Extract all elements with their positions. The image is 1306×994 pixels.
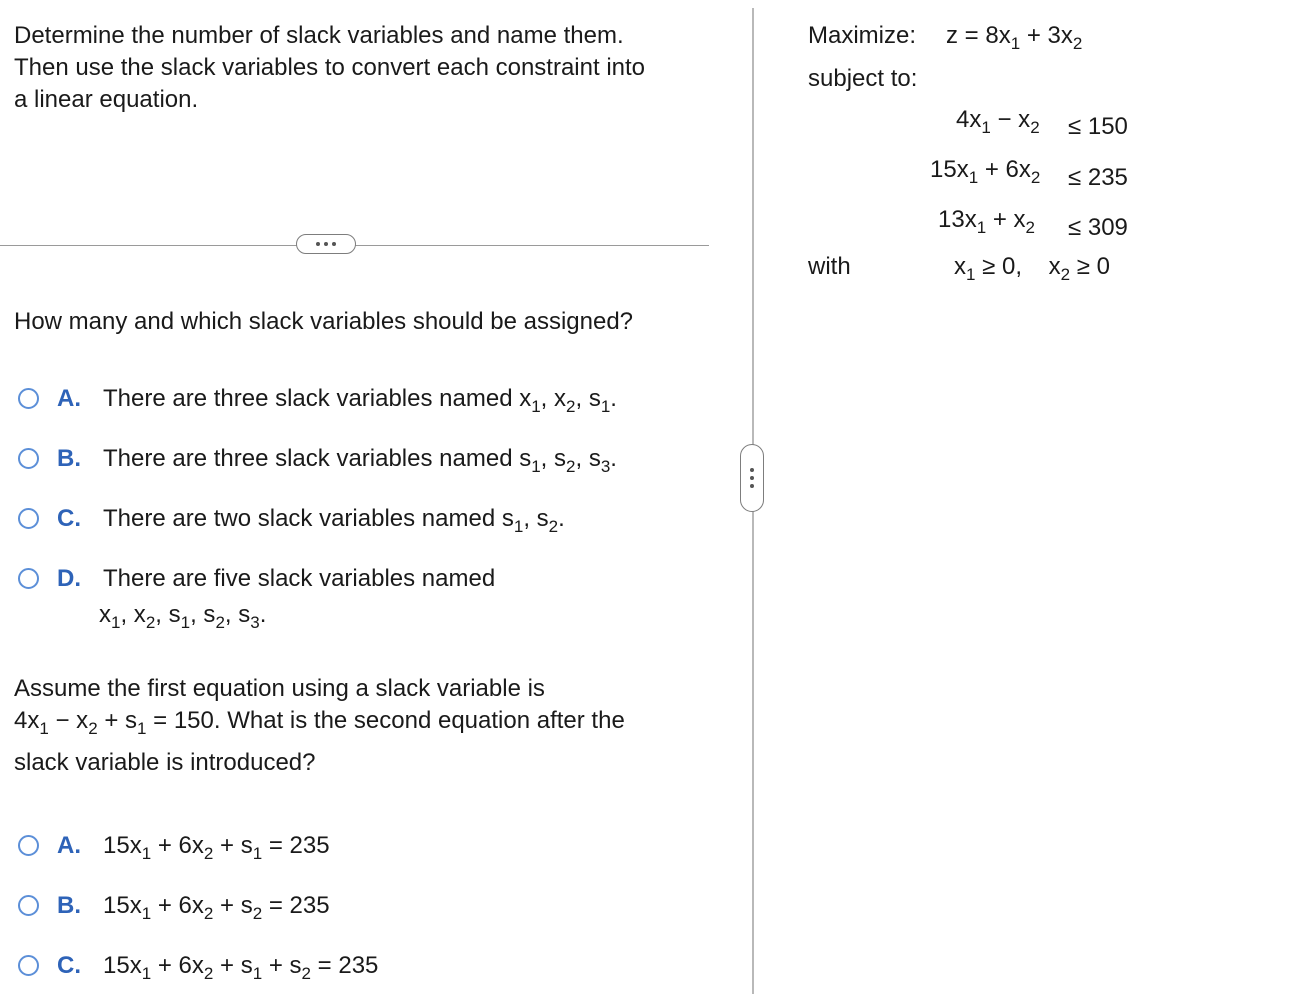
instruction-line: Then use the slack variables to convert each constraint into [14, 54, 646, 81]
objective-function: $z = 8x_1 + 3x_2$ [946, 22, 1083, 53]
q1-option-d[interactable] [18, 565, 496, 632]
instruction-line: a linear equation. [14, 86, 199, 113]
constraint-3-rhs: ≤ 309 [1068, 214, 1128, 241]
q1-option-c[interactable] [18, 505, 565, 536]
radio-button[interactable] [18, 388, 39, 409]
dot-icon [332, 242, 336, 246]
constraint-1-rhs: ≤ 150 [1068, 113, 1128, 140]
q2-option-c[interactable] [18, 952, 379, 983]
option-letter: C. [57, 505, 81, 532]
option-text: There are three slack variables named $x_1$, $x_2$, $s_1$. [103, 385, 617, 416]
nonnegativity-constraints: $x_1 \ge 0$, $x_2 \ge 0$ [954, 253, 1110, 284]
option-letter: C. [57, 952, 81, 979]
question-2-line: slack variable is introduced? [14, 749, 316, 776]
constraint-2-lhs: $15x_1 + 6x_2$ [930, 156, 1041, 187]
dot-icon [316, 242, 320, 246]
q1-option-b[interactable] [18, 445, 617, 476]
option-equation: $15x_1 + 6x_2 + s_1 = 235$ [103, 832, 330, 863]
maximize-label: Maximize: [808, 22, 917, 49]
q2-option-a[interactable] [18, 832, 330, 863]
dot-icon [750, 468, 754, 472]
option-text: There are two slack variables named $s_1$, $s_2$. [103, 505, 565, 536]
pane-resize-handle[interactable] [740, 444, 764, 512]
radio-button[interactable] [18, 508, 39, 529]
constraint-3-lhs: $13x_1 + x_2$ [938, 206, 1035, 237]
radio-button[interactable] [18, 835, 39, 856]
subject-to-label: subject to: [808, 65, 918, 92]
question-2-line: $4x_1 - x_2 + s_1 = 150$. What is the second equation after the [14, 707, 625, 738]
dot-icon [324, 242, 328, 246]
expand-more-button[interactable] [296, 234, 356, 254]
radio-button[interactable] [18, 955, 39, 976]
question-2 [14, 673, 625, 779]
dot-icon [750, 476, 754, 480]
option-text: There are five slack variables named $x_1$, $x_2$, $s_1$, $s_2$, $s_3$. [99, 565, 496, 632]
question-2-line: Assume the first equation using a slack variable is [14, 675, 545, 702]
constraint-1-lhs: $4x_1 - x_2$ [956, 106, 1040, 137]
q1-option-a[interactable] [18, 385, 617, 416]
option-letter: A. [57, 832, 81, 859]
option-text: There are three slack variables named $s_1$, $s_2$, $s_3$. [103, 445, 617, 476]
option-equation: $15x_1 + 6x_2 + s_2 = 235$ [103, 892, 330, 923]
question-1: How many and which slack variables should be assigned? [14, 308, 634, 335]
option-equation: $15x_1 + 6x_2 + s_1 + s_2 = 235$ [103, 952, 379, 983]
radio-button[interactable] [18, 448, 39, 469]
option-letter: B. [57, 892, 81, 919]
radio-button[interactable] [18, 895, 39, 916]
constraint-2-rhs: ≤ 235 [1068, 164, 1128, 191]
with-label: with [808, 253, 851, 280]
radio-button[interactable] [18, 568, 39, 589]
option-letter: A. [57, 385, 81, 412]
option-letter: B. [57, 445, 81, 472]
dot-icon [750, 484, 754, 488]
option-letter: D. [57, 565, 81, 592]
instructions [14, 20, 645, 116]
instruction-line: Determine the number of slack variables and name them. [14, 22, 624, 49]
q2-option-b[interactable] [18, 892, 330, 923]
